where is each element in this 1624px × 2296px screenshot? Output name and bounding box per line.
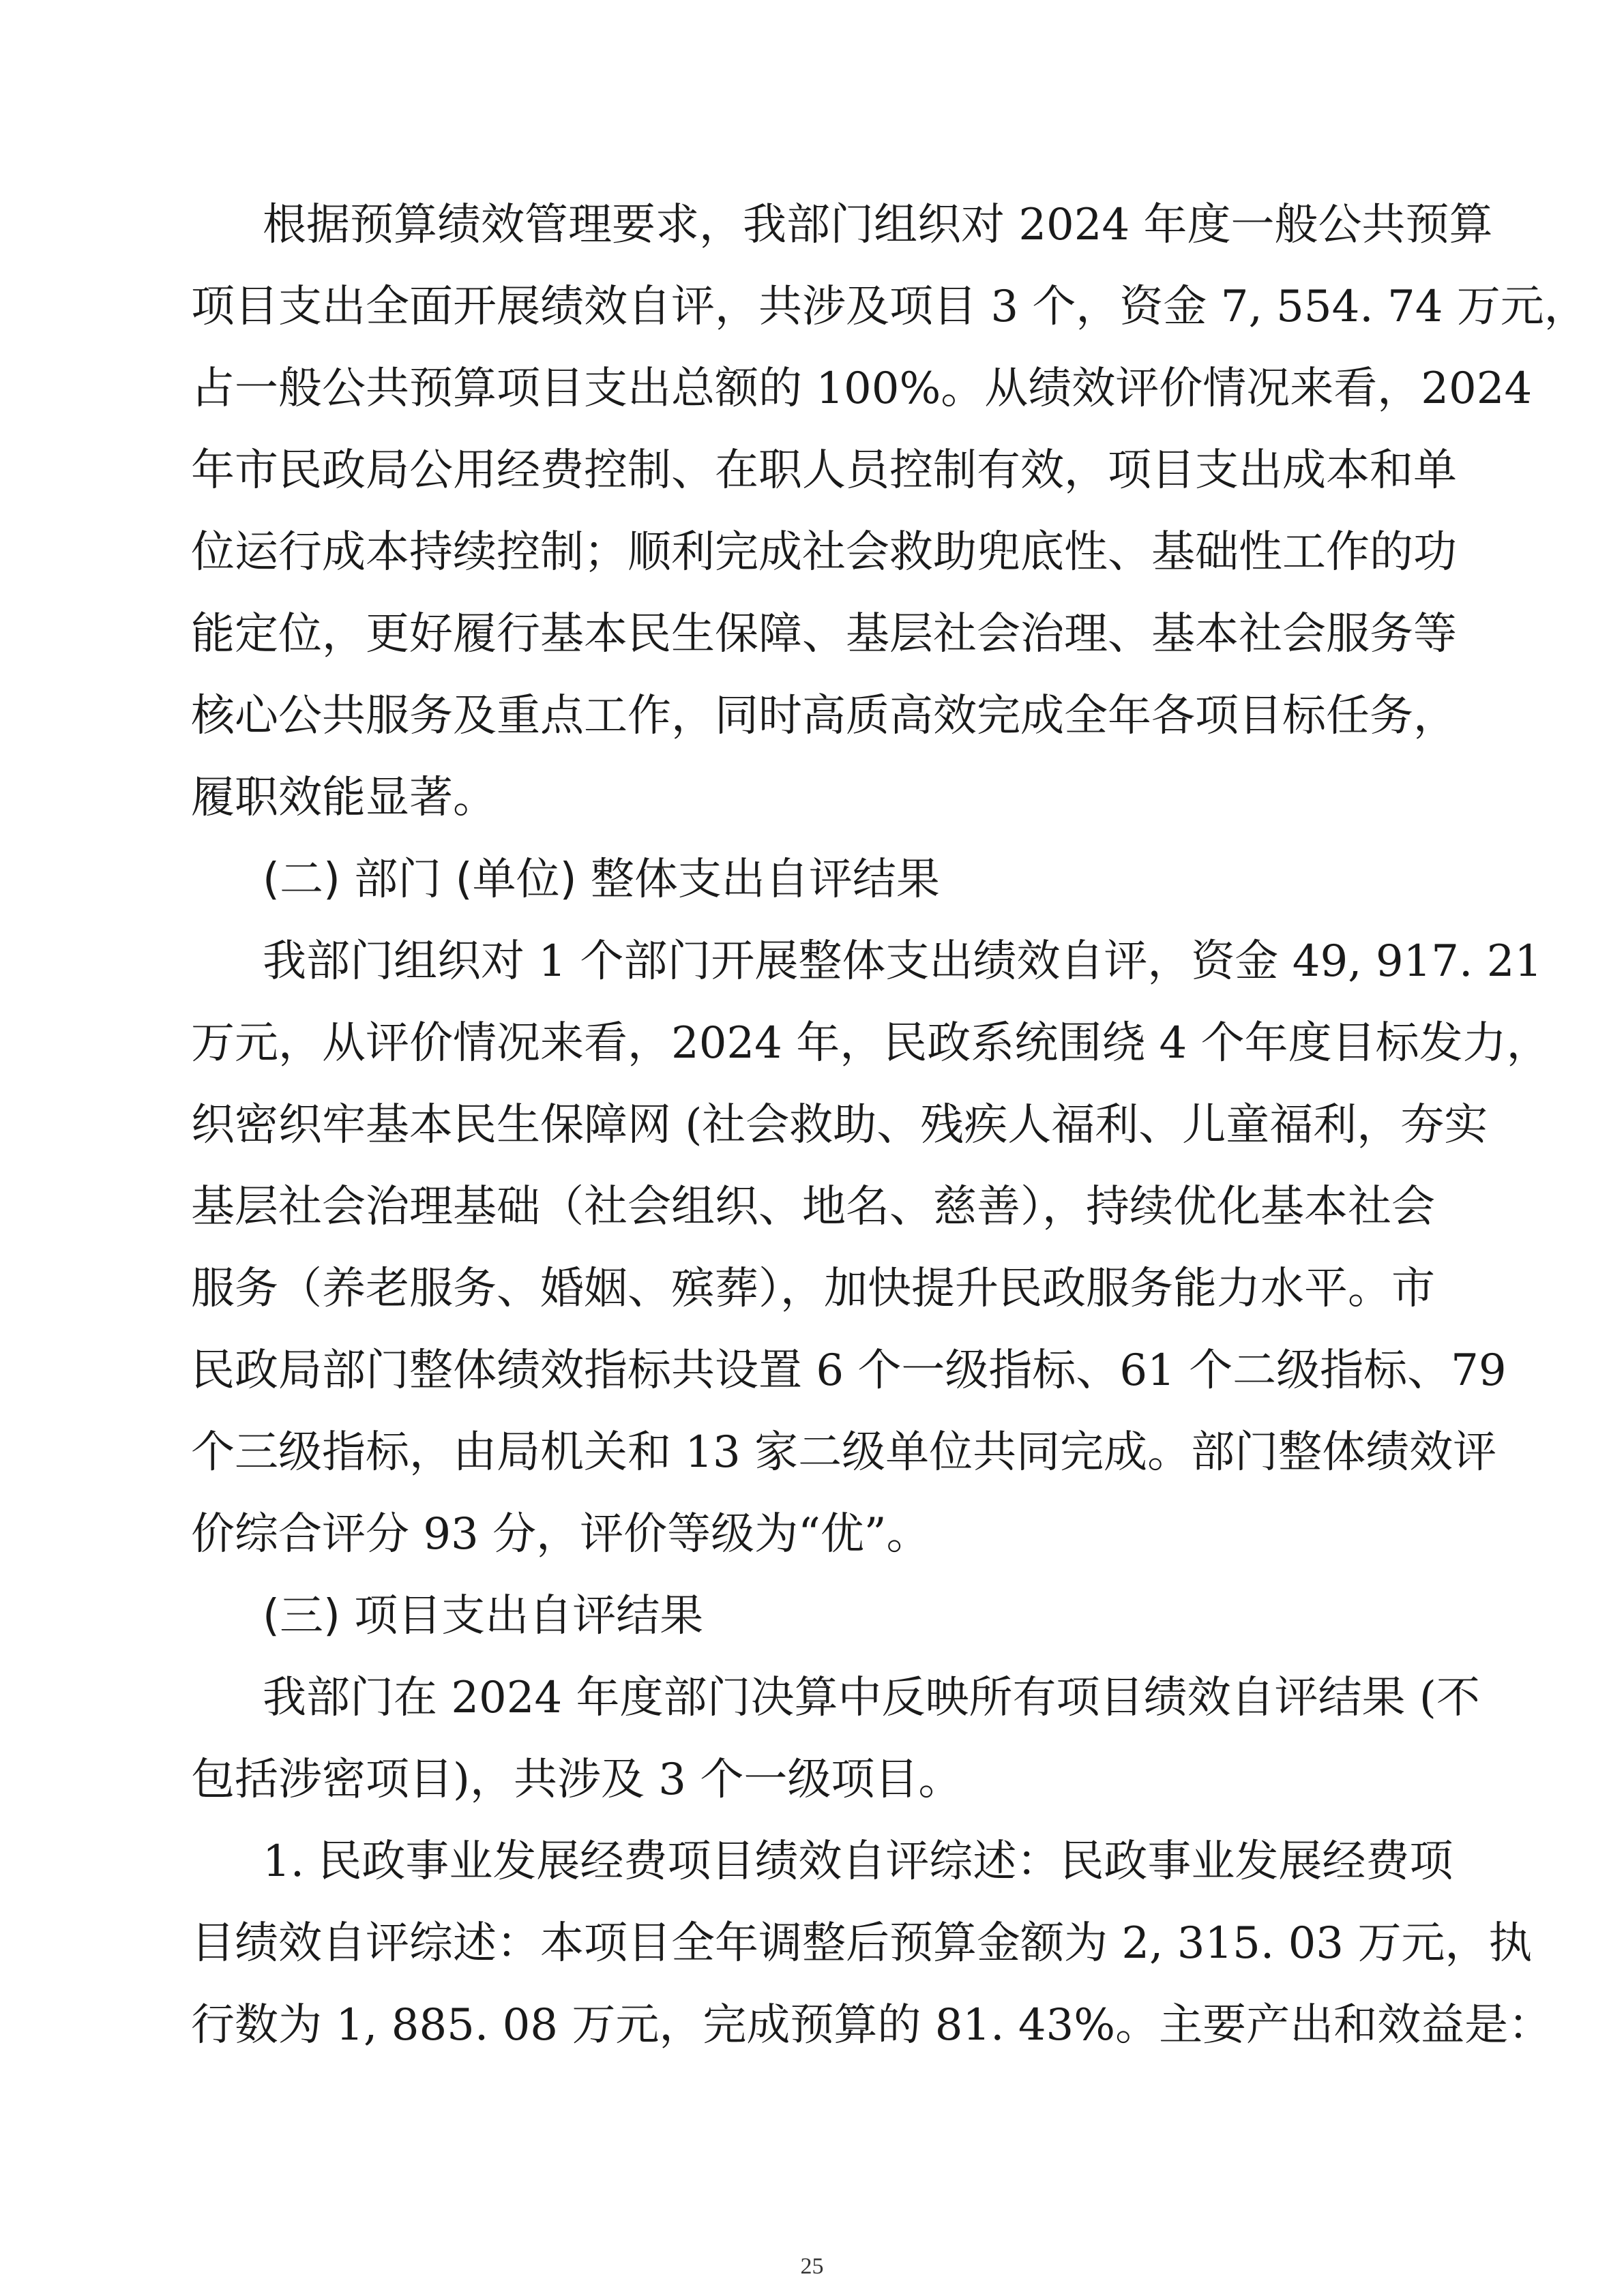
- paragraph-2-line-2: 万元，从评价情况来看，2024 年，民政系统围绕 4 个年度目标发力，: [191, 1018, 1550, 1069]
- paragraph-4-line-1: 1. 民政事业发展经费项目绩效自评综述：民政事业发展经费项: [263, 1836, 1453, 1887]
- paragraph-1-line-8: 履职效能显著。: [191, 773, 497, 823]
- section-heading-2: (二) 部门 (单位) 整体支出自评结果: [263, 854, 940, 905]
- paragraph-3-line-2: 包括涉密项目)，共涉及 3 个一级项目。: [191, 1755, 962, 1805]
- paragraph-2-line-5: 服务（养老服务、婚姻、殡葬），加快提升民政服务能力水平。市: [191, 1264, 1435, 1314]
- paragraph-2-line-1: 我部门组织对 1 个部门开展整体支出绩效自评，资金 49, 917. 21: [263, 936, 1543, 987]
- paragraph-1-line-3: 占一般公共预算项目支出总额的 100%。从绩效评价情况来看，2024: [191, 363, 1533, 414]
- paragraph-2-line-6: 民政局部门整体绩效指标共设置 6 个一级指标、61 个二级指标、79: [191, 1345, 1507, 1396]
- page-number: 25: [800, 2254, 824, 2279]
- paragraph-2-line-8: 价综合评分 93 分，评价等级为“优”。: [191, 1509, 930, 1560]
- paragraph-1-line-1: 根据预算绩效管理要求，我部门组织对 2024 年度一般公共预算: [263, 200, 1493, 250]
- paragraph-4-line-2: 目绩效自评综述：本项目全年调整后预算金额为 2, 315. 03 万元，执: [191, 1918, 1533, 1969]
- section-heading-3: (三) 项目支出自评结果: [263, 1591, 704, 1641]
- paragraph-1-line-4: 年市民政局公用经费控制、在职人员控制有效，项目支出成本和单: [191, 445, 1457, 496]
- paragraph-1-line-7: 核心公共服务及重点工作，同时高质高效完成全年各项目标任务，: [191, 691, 1457, 741]
- paragraph-2-line-3: 织密织牢基本民生保障网 (社会救助、残疾人福利、儿童福利，夯实: [191, 1100, 1488, 1150]
- paragraph-2-line-7: 个三级指标，由局机关和 13 家二级单位共同完成。部门整体绩效评: [191, 1427, 1497, 1478]
- paragraph-1-line-5: 位运行成本持续控制；顺利完成社会救助兜底性、基础性工作的功: [191, 527, 1457, 578]
- paragraph-1-line-2: 项目支出全面开展绩效自评，共涉及项目 3 个，资金 7, 554. 74 万元，: [191, 282, 1588, 332]
- paragraph-4-line-3: 行数为 1, 885. 08 万元，完成预算的 81. 43%。主要产出和效益是：: [191, 2000, 1552, 2051]
- paragraph-1-line-6: 能定位，更好履行基本民生保障、基层社会治理、基本社会服务等: [191, 609, 1457, 659]
- paragraph-3-line-1: 我部门在 2024 年度部门决算中反映所有项目绩效自评结果 (不: [263, 1673, 1480, 1723]
- paragraph-2-line-4: 基层社会治理基础（社会组织、地名、慈善），持续优化基本社会: [191, 1182, 1435, 1232]
